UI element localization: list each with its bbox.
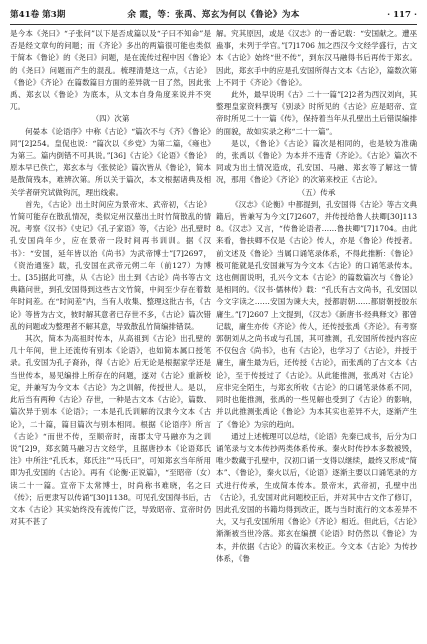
paragraph: 其次，简本为高祖时传本，从高祖到《古论》出孔壁的几十年间，世上还流传有别本《论语》，也如简本属口授笔录。孔安国为孔子裔孙，得《古论》后无论是根据家学还是当世传本，易见编排上所存在的问题，遂对《古论》重新校定，并兼写为今文本《古论》为之训解，传授世人。是以，此后当有两种《古论》存世，一种是古文本《古论》，篇数、篇次异于别本《论语》；一本是孔氏训解的汉隶今文本《古论》，二十篇，篇目篇次与别本相同。根据《论语序》所言《古论》“而世不传，至顺帝时，南郡太守马融亦为之训说”[2]9，郑玄随马融习古文经学，且据唐抄本《论语郑氏注》中所注“孔氏本，郑氏注”“马氏曰”，可知郑玄当年所用即为孔安国的《古论》。再有《论衡·正说篇》，“至昭帝（女）读二十一篇。宣帝下太常博士，时尚称书难晓，名之曰《传》；后更隶写以传诵”[30]1138。可见孔安国得书后，古文本《古论》其实始终没有流传广泛，导致昭帝、宣帝时仍对其不甚了 [10, 334, 211, 527]
paragraph: 首先，《古论》出土时间应为景帝末、武帝初，《古论》竹简可能存在散乱情况，类似定州汉墓出土时竹简散乱的情况。考察《汉书》《史记》《孔子家语》等，《古论》出孔壁时孔安国尚年少，应在景帝一段时间再书训训。据《汉书》：“安国，延年皆以治《尚书》为武帝博士”[7]2697，《资治通鉴》载，孔安国在武帝元朔二年（前127）为博士。[35]据此可推，从《古论》出土到《古论》尚书等古文典籍问世，到孔安国得到这些古文竹简，中间至少存在着数年时间差。在“时间差”内，当有人收集、整理这批古书，《古论》等皆为古文，彼时解其意者已存世不多，《古论》篇次错乱的问题或为整理者不解其意，导致散乱竹简编排错误。 [10, 199, 211, 331]
paragraph: 此外，最早说明《古》二十一篇”[2]2者为西汉刘向，其整理皇家资料撰写《别录》时所见的《古论》应是昭帝、宣帝时所见二十一篇《传》，保持着当年从孔壁出土后错误编排的面貌，故如实录之称“二十一篇”。 [216, 90, 417, 136]
paragraph: 《汉志》《论衡》中都提到，孔安国得《古论》等古文典籍后，皆兼写为今文[7]2607，并传授给鲁人扶卿[30]1138。《汉志》又言，“传鲁论语者……鲁扶卿”[7]1704。由此来看，鲁扶卿不仅是《古论》传人，亦是《鲁论》传授者。前文述及《鲁论》当属口诵笔录体系，不得此推断：《鲁论》极可能就是孔安国兼写为今文本《古论》的口诵笔录传本。这也侧面说明，孔兴今文本《古论》的篇数篇次与《鲁论》是相同的。《汉书·儒林传》载：“孔氏有古文尚书，孔安国以今文字读之……安国为谏大夫，授都尉朝……都尉朝授胶东庸生。”[7]2607 上文提到，《汉志》《新唐书·经典释文》都曾记载，庸生亦传《齐论》传人，还传授张禹《齐论》。有考察郭朝刘从之尚书或与孔国，其可推测，孔安国所传授内容应不仅包含《尚书》，也有《古论》，也学习了《古论》，并授于庸生，庸生最为后，还传授《古论》，而张禹的了古文本《古论》，至于传授过了《古论》。从此能推测，张禹对《古论》应非完全陌生，与郑玄所收《古论》的口诵笔录体系不同，同时也能推测，张禹的一些见解也受到了《古论》的影响，并以此推测张禹论《鲁论》为本其实也差异不大，逐渐产生了《鲁论》为宗的趋向。 [216, 199, 417, 429]
running-title: 余 霞，等：张禹、郑玄为何以《鲁论》为本 [127, 10, 300, 20]
volume-issue: 第41卷 第3期 [10, 10, 66, 20]
header-rule [10, 24, 417, 25]
right-column [216, 28, 417, 634]
section-heading: （四）次第 [91, 114, 130, 124]
paragraph: 何晏本《论语序》中称《古论》“篇次不与《齐》《鲁论》同”[2]254。皇侃也说：“篇次以《乡党》为第二篇，《雍也》为第三。篇内倒错不可具说。”[36]《古论》《论语》《鲁论》原本早已佚亡，郑玄本与《张侯论》篇次皆从《鲁论》，简本是散简残本，难辨次第。所以关于篇次，本文根据诸典及相关学者研究试做钩沉，理出线索。 [10, 126, 211, 197]
page-number: · 117 · [387, 10, 417, 20]
paragraph-continued: 解。究其原因，或是《汉志》的一番记载：“安国献之。遭巫蛊事，未列于学官。”[7]1706 加之西汉今文经学盛行，古文本《古论》始终“世不传”，到东汉马融得书后再传于郑玄。因此，郑玄手中的应是孔安国所得古文本《古论》，篇数次第上不同于《齐论》《鲁论》。 [216, 29, 417, 87]
left-column [10, 28, 211, 634]
paragraph: 是以，《鲁论》《古论》篇次是相同的，也是较为准确的，张禹以《鲁论》为本并不违背《齐论》。《古论》篇次不同或为出土情况造成，孔安国、马融、郑玄等了解这一情况，那用《鲁论》《齐论》的次第来校正《古论》。 [216, 138, 417, 185]
running-header [10, 8, 417, 22]
section-heading: （五）传承 [297, 187, 336, 197]
paragraph-continued: 是今本《尧曰》“子张问”以下是否成篇以及“子曰不知命”是否是经文章句的问题；而《齐论》多出的两篇很可能也类似于简本《鲁论》的《尧曰》问题，是在流传过程中因《鲁论》的《尧曰》问题而产生的混乱。梳理清楚这一点，《古论》《鲁论》《齐论》在篇数篇目方面的差异就一目了然，因此张禹、郑玄以《鲁论》为底本，从文本自身角度来说并不突兀。 [10, 29, 211, 112]
paragraph: 通过上述梳理可以总结，《论语》先秦已成书，后分为口诵笔录与文本传抄两类体系传承。秦火时传抄本多数被毁，唯少数藏于孔壁中，汉初口诵一支得以继续，最终又形成“简本”、《鲁论》，秦火以后，《论语》逐渐主要以口诵笔录的方式进行传承，生成简本传本。景帝末，武帝初，孔壁中出《古论》，孔安国对此问题校正后，并对其中古文作了修订，因此孔安国的书籍均得到改正，既与当时流行的文本差异不大，又与孔安国所用《鲁论》《齐论》相近。但此后，《古论》渐渐被当世冷落。郑玄在编撰《论语》时仍然以《鲁论》为本，并依据《古论》的篇次来校正。今文本《古论》为传抄体系，《鲁 [216, 431, 417, 563]
